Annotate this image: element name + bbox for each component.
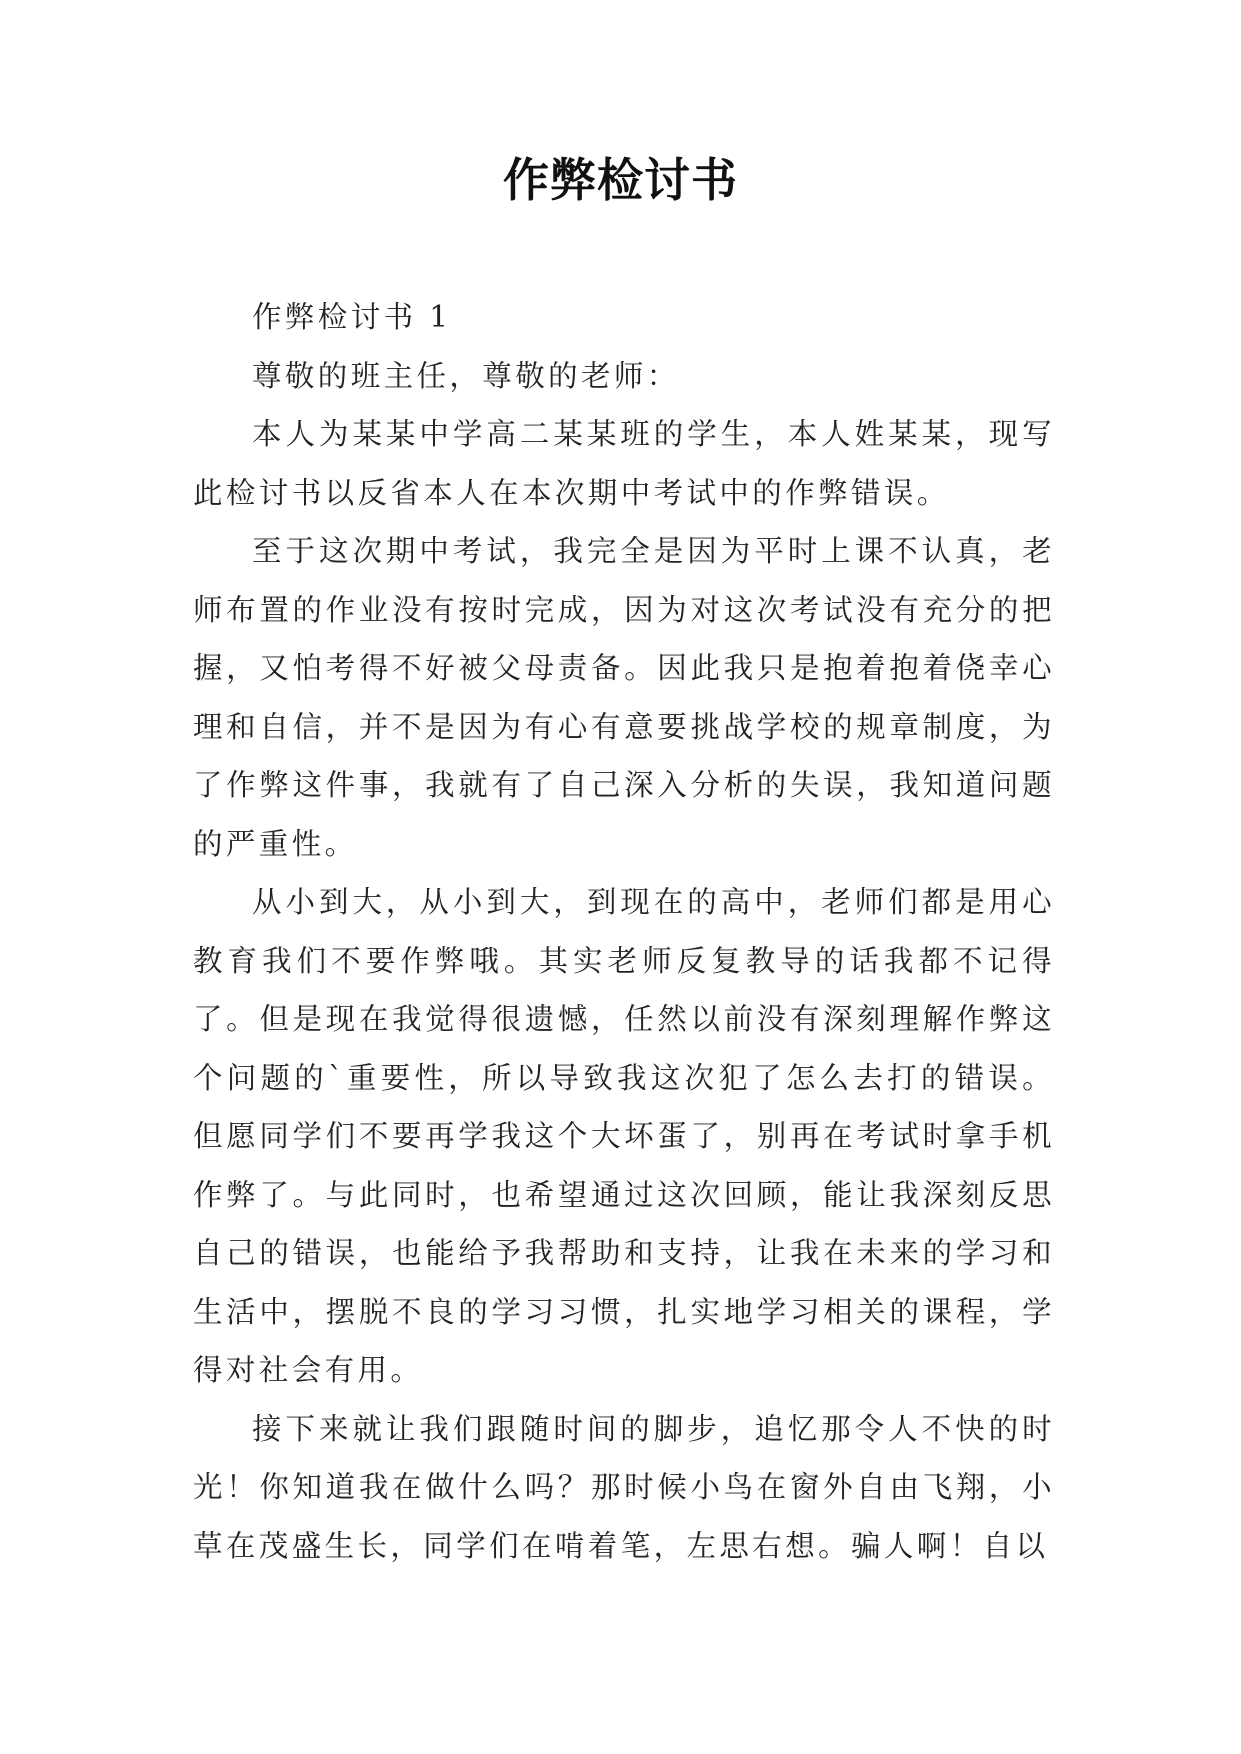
body-paragraph-reason: 至于这次期中考试，我完全是因为平时上课不认真，老师布置的作业没有按时完成，因为对这次考试没有充分的把握，又怕考得不好被父母责备。因此我只是抱着抱着侥幸心理和自信，并不是因为有心有意要挑战学校的规章制度，为了作弊这件事，我就有了自己深入分析的失误，我知道问题的严重性。 [193,534,1055,861]
body-paragraph-reflection: 从小到大，从小到大，到现在的高中，老师们都是用心教育我们不要作弊哦。其实老师反复教导的话我都不记得了。但是现在我觉得很遗憾，任然以前没有深刻理解作弊这个问题的`重要性，所以导致我这次犯了怎么去打的错误。但愿同学们不要再学我这个大坏蛋了，别再在考试时拿手机作弊了。与此同时，也希望通过这次回顾，能让我深刻反思自己的错误，也能给予我帮助和支持，让我在未来的学习和生活中，摆脱不良的学习习惯，扎实地学习相关的课程，学得对社会有用。 [193,885,1055,1387]
document-title: 作弊检讨书 [503,153,738,207]
section-heading: 作弊检讨书 1 [252,300,452,334]
body-paragraph-recollection: 接下来就让我们跟随时间的脚步，追忆那令人不快的时光！你知道我在做什么吗？那时候小鸟在窗外自由飞翔，小草在茂盛生长，同学们在啃着笔，左思右想。骗人啊！自以 [193,1411,1055,1563]
body-paragraph-intro: 本人为某某中学高二某某班的学生，本人姓某某，现写此检讨书以反省本人在本次期中考试中的作弊错误。 [193,417,1055,510]
document-body [193,288,1055,1575]
salutation: 尊敬的班主任，尊敬的老师： [252,358,680,393]
